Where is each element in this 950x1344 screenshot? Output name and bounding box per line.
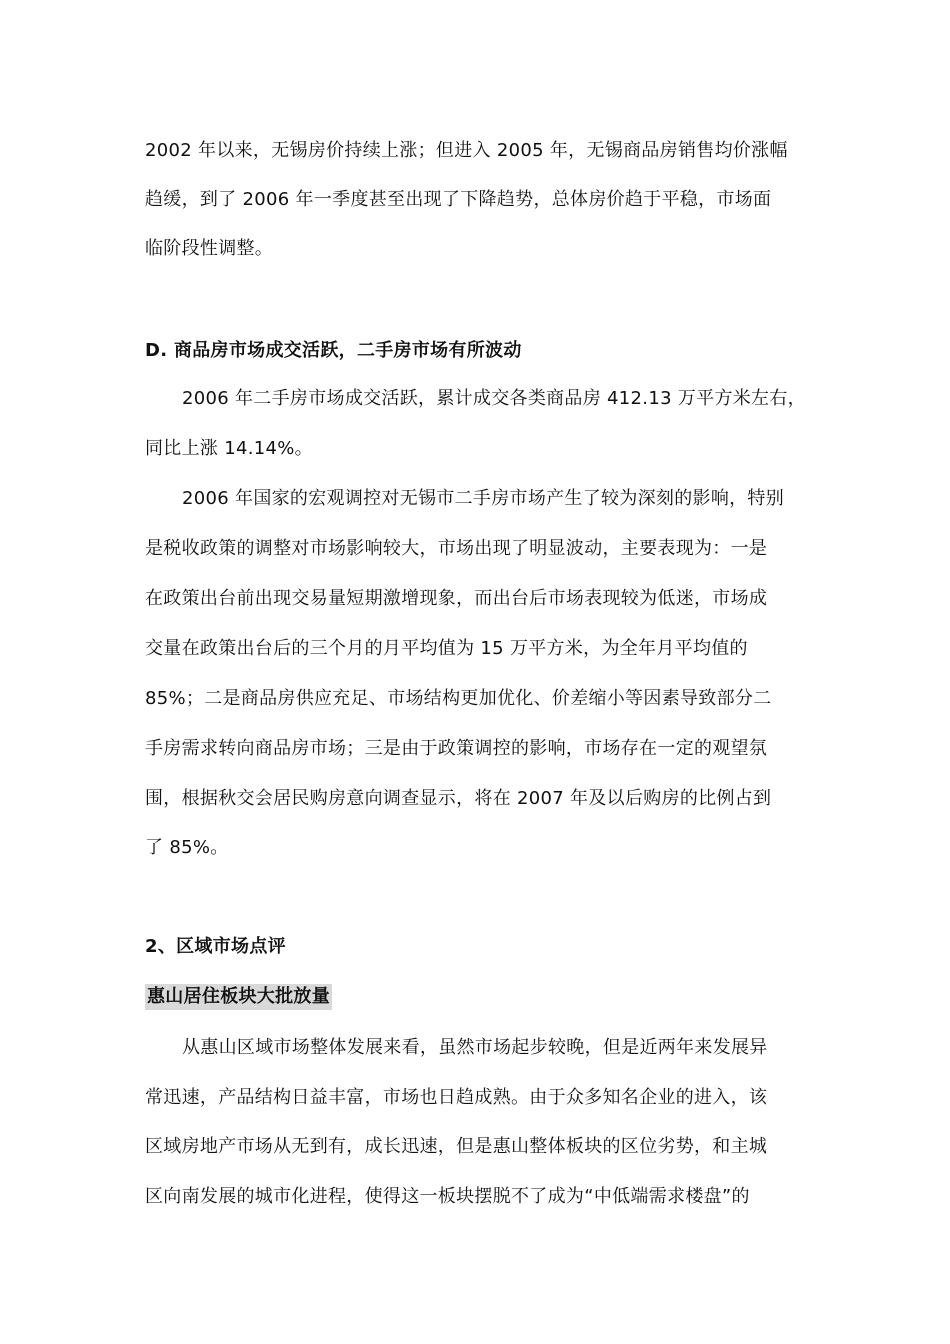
paragraph-1-line-3: 临阶段性调整。 bbox=[145, 238, 274, 259]
paragraph-3-line-8: 了 85%。 bbox=[145, 837, 229, 858]
paragraph-4-line-1: 从惠山区域市场整体发展来看，虽然市场起步较晚，但是近两年来发展异 bbox=[182, 1037, 768, 1058]
paragraph-4-line-3: 区域房地产市场从无到有，成长迅速，但是惠山整体板块的区位劣势，和主城 bbox=[145, 1136, 768, 1157]
paragraph-3-line-2: 是税收政策的调整对市场影响较大，市场出现了明显波动，主要表现为：一是 bbox=[145, 538, 768, 559]
paragraph-4-line-4: 区向南发展的城市化进程，使得这一板块摆脱不了成为“中低端需求楼盘”的 bbox=[145, 1186, 750, 1207]
paragraph-2-line-1: 2006 年二手房市场成交活跃，累计成交各类商品房 412.13 万平方米左右， bbox=[182, 388, 806, 409]
subheading-highlight-wrapper bbox=[145, 984, 810, 1010]
section-heading-d: D. 商品房市场成交活跃，二手房市场有所波动 bbox=[145, 340, 522, 361]
paragraph-3-line-6: 手房需求转向商品房市场；三是由于政策调控的影响，市场存在一定的观望氛 bbox=[145, 738, 768, 759]
paragraph-2-line-2: 同比上涨 14.14%。 bbox=[145, 438, 313, 459]
paragraph-1-line-1: 2002 年以来，无锡房价持续上涨；但进入 2005 年，无锡商品房销售均价涨幅 bbox=[145, 140, 788, 161]
paragraph-4-line-2: 常迅速，产品结构日益丰富，市场也日趋成熟。由于众多知名企业的进入，该 bbox=[145, 1087, 768, 1108]
paragraph-3-line-4: 交量在政策出台后的三个月的月平均值为 15 万平方米，为全年月平均值的 bbox=[145, 638, 748, 659]
section-heading-2: 2、区域市场点评 bbox=[145, 936, 286, 957]
paragraph-3-line-5: 85%；二是商品房供应充足、市场结构更加优化、价差缩小等因素导致部分二 bbox=[145, 688, 772, 709]
subheading-highlight: 惠山居住板块大批放量 bbox=[145, 984, 332, 1010]
paragraph-3-line-3: 在政策出台前出现交易量短期激增现象，而出台后市场表现较为低迷，市场成 bbox=[145, 588, 768, 609]
paragraph-3-line-7: 围，根据秋交会居民购房意向调查显示，将在 2007 年及以后购房的比例占到 bbox=[145, 788, 772, 809]
paragraph-3-line-1: 2006 年国家的宏观调控对无锡市二手房市场产生了较为深刻的影响，特别 bbox=[182, 488, 785, 509]
paragraph-1-line-2: 趋缓，到了 2006 年一季度甚至出现了下降趋势，总体房价趋于平稳，市场面 bbox=[145, 189, 772, 210]
